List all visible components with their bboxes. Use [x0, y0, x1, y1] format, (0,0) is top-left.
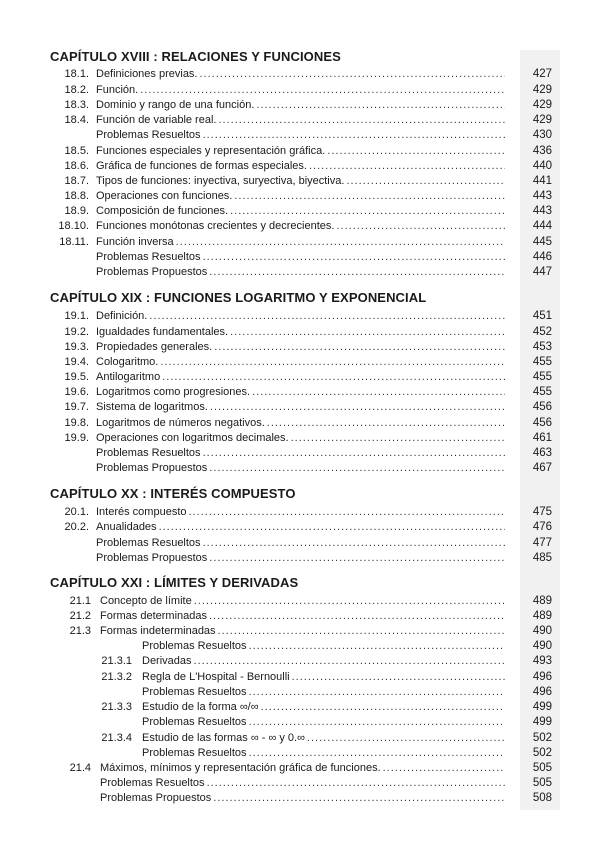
- entry-leader: [96, 536, 505, 550]
- entry-title: Derivadas: [142, 655, 192, 667]
- page-number: 461: [532, 432, 552, 444]
- entry-leader: [96, 416, 505, 430]
- entry-title: Regla de L'Hospital - Bernoulli: [142, 671, 290, 683]
- dot-leader: [213, 791, 505, 805]
- entry-leader: [96, 67, 505, 81]
- chapter-title: CAPÍTULO XX : INTERÉS COMPUESTO: [50, 486, 296, 501]
- dot-leader: [267, 416, 505, 430]
- entry-title: Operaciones con logaritmos decimales.: [96, 432, 289, 444]
- toc-entry[interactable]: [0, 235, 600, 249]
- dot-leader: [252, 385, 505, 399]
- page-number: 455: [532, 386, 552, 398]
- entry-title: Función inversa: [96, 236, 174, 248]
- entry-leader: [96, 98, 505, 112]
- entry-leader: [96, 325, 505, 339]
- dot-leader: [203, 446, 505, 460]
- toc-entry[interactable]: [0, 385, 600, 399]
- dot-leader: [159, 520, 505, 534]
- entry-title: Igualdades fundamentales.: [96, 326, 229, 338]
- entry-title: Máximos, mínimos y representación gráfica de funciones.: [100, 762, 381, 774]
- dot-leader: [234, 189, 505, 203]
- section-number: 18.5.: [64, 145, 89, 157]
- entry-leader: [96, 113, 505, 127]
- toc-entry[interactable]: [0, 219, 600, 233]
- entry-title: Dominio y rango de una función.: [96, 99, 255, 111]
- entry-title: Problemas Propuestos: [96, 462, 208, 474]
- dot-leader: [218, 624, 505, 638]
- section-number: 21.4: [69, 762, 91, 774]
- entry-title: Problemas Resueltos: [96, 447, 201, 459]
- entry-title: Problemas Propuestos: [96, 552, 208, 564]
- entry-title: Propiedades generales.: [96, 341, 213, 353]
- entry-leader: [96, 189, 505, 203]
- page-number: 445: [532, 236, 552, 248]
- toc-entry[interactable]: [0, 446, 600, 460]
- entry-title: Operaciones con funciones.: [96, 190, 233, 202]
- toc-entry[interactable]: [0, 715, 600, 729]
- page-number: 451: [532, 310, 552, 322]
- entry-leader: [100, 624, 505, 638]
- toc-entry[interactable]: [0, 609, 600, 623]
- entry-leader: [96, 385, 505, 399]
- dot-leader: [203, 536, 505, 550]
- dot-leader: [249, 685, 505, 699]
- section-number: 18.4.: [64, 114, 89, 126]
- section-number: 19.6.: [64, 386, 89, 398]
- entry-title: Definición.: [96, 310, 148, 322]
- page-number: 496: [532, 686, 552, 698]
- entry-title: Funciones especiales y representación gráfica.: [96, 145, 326, 157]
- toc-entry[interactable]: [0, 791, 600, 805]
- toc-entry[interactable]: [0, 416, 600, 430]
- page-number: 493: [532, 655, 552, 667]
- toc-entry[interactable]: [0, 144, 600, 158]
- entry-title: Problemas Resueltos: [142, 747, 247, 759]
- entry-leader: [142, 731, 505, 745]
- toc-entry[interactable]: [0, 325, 600, 339]
- dot-leader: [176, 235, 505, 249]
- toc-entry[interactable]: [0, 204, 600, 218]
- page-number: 476: [532, 521, 552, 533]
- entry-title: Interés compuesto: [96, 506, 187, 518]
- section-number: 21.3.3: [101, 701, 132, 713]
- dot-leader: [249, 746, 505, 760]
- section-number: 21.3.4: [101, 732, 132, 744]
- toc-entry[interactable]: [0, 776, 600, 790]
- entry-title: Problemas Propuestos: [96, 266, 208, 278]
- dot-leader: [162, 370, 505, 384]
- section-number: 19.5.: [64, 371, 89, 383]
- entry-leader: [142, 654, 505, 668]
- entry-leader: [96, 159, 505, 173]
- toc-entry[interactable]: [0, 594, 600, 608]
- toc-entry[interactable]: [0, 654, 600, 668]
- toc-entry[interactable]: [0, 700, 600, 714]
- section-number: 19.3.: [64, 341, 89, 353]
- dot-leader: [346, 174, 505, 188]
- dot-leader: [256, 98, 505, 112]
- toc-entry[interactable]: [0, 113, 600, 127]
- page-number: 502: [532, 732, 552, 744]
- dot-leader: [209, 551, 505, 565]
- entry-title: Funciones monótonas crecientes y decrecientes.: [96, 220, 335, 232]
- toc-entry[interactable]: [0, 746, 600, 760]
- page-number: 475: [532, 506, 552, 518]
- entry-leader: [96, 265, 505, 279]
- entry-leader: [96, 174, 505, 188]
- page-number: 429: [532, 114, 552, 126]
- entry-leader: [100, 776, 505, 790]
- page-number: 430: [532, 129, 552, 141]
- entry-leader: [100, 791, 505, 805]
- section-number: 20.1.: [64, 506, 89, 518]
- dot-leader: [327, 144, 505, 158]
- dot-leader: [292, 670, 505, 684]
- entry-leader: [96, 551, 505, 565]
- section-number: 18.8.: [64, 190, 89, 202]
- page-number: 440: [532, 160, 552, 172]
- toc-entry[interactable]: [0, 536, 600, 550]
- entry-title: Estudio de la forma ∞/∞: [142, 701, 259, 713]
- dot-leader: [209, 461, 505, 475]
- page-number: 499: [532, 701, 552, 713]
- section-number: 18.2.: [64, 84, 89, 96]
- dot-leader: [249, 639, 505, 653]
- section-number: 21.3: [69, 625, 91, 637]
- toc-entry[interactable]: [0, 431, 600, 445]
- page-number: 441: [532, 175, 552, 187]
- dot-leader: [209, 609, 505, 623]
- entry-leader: [96, 144, 505, 158]
- entry-leader: [96, 204, 505, 218]
- section-number: 21.3.2: [101, 671, 132, 683]
- dot-leader: [291, 431, 505, 445]
- page-number: 505: [532, 777, 552, 789]
- toc-entry[interactable]: [0, 128, 600, 142]
- entry-leader: [142, 685, 505, 699]
- page-number: 455: [532, 356, 552, 368]
- entry-title: Función de variable real.: [96, 114, 217, 126]
- entry-leader: [96, 505, 505, 519]
- toc-entry[interactable]: [0, 624, 600, 638]
- page-number: 477: [532, 537, 552, 549]
- entry-title: Tipos de funciones: inyectiva, suryectiva, biyectiva.: [96, 175, 345, 187]
- entry-title: Formas indeterminadas: [100, 625, 216, 637]
- entry-leader: [96, 355, 505, 369]
- page-number: 505: [532, 762, 552, 774]
- toc-entry[interactable]: [0, 174, 600, 188]
- entry-title: Logaritmos como progresiones.: [96, 386, 251, 398]
- dot-leader: [194, 594, 505, 608]
- dot-leader: [203, 128, 505, 142]
- toc-entry[interactable]: [0, 370, 600, 384]
- dot-leader: [307, 731, 505, 745]
- entry-title: Problemas Resueltos: [142, 640, 247, 652]
- toc-entry[interactable]: [0, 461, 600, 475]
- toc-entry[interactable]: [0, 551, 600, 565]
- section-number: 19.1.: [64, 310, 89, 322]
- toc-entry[interactable]: [0, 309, 600, 323]
- section-number: 20.2.: [64, 521, 89, 533]
- dot-leader: [189, 505, 506, 519]
- chapter-title: CAPÍTULO XIX : FUNCIONES LOGARITMO Y EXPONENCIAL: [50, 290, 427, 305]
- page-number: 443: [532, 190, 552, 202]
- toc-entry[interactable]: [0, 685, 600, 699]
- section-number: 18.10.: [58, 220, 89, 232]
- page-number: 446: [532, 251, 552, 263]
- page-number: 502: [532, 747, 552, 759]
- entry-title: Gráfica de funciones de formas especiales.: [96, 160, 307, 172]
- entry-leader: [142, 715, 505, 729]
- section-number: 19.4.: [64, 356, 89, 368]
- entry-title: Logaritmos de números negativos.: [96, 417, 265, 429]
- toc-entry[interactable]: [0, 265, 600, 279]
- entry-leader: [100, 609, 505, 623]
- page-number: 453: [532, 341, 552, 353]
- entry-title: Anualidades: [96, 521, 157, 533]
- dot-leader: [230, 204, 505, 218]
- dot-leader: [261, 700, 505, 714]
- section-number: 19.8.: [64, 417, 89, 429]
- chapter-title: CAPÍTULO XXI : LÍMITES Y DERIVADAS: [50, 575, 299, 590]
- dot-leader: [160, 355, 505, 369]
- dot-leader: [214, 340, 505, 354]
- dot-leader: [383, 761, 505, 775]
- page-number: 443: [532, 205, 552, 217]
- entry-title: Problemas Resueltos: [100, 777, 205, 789]
- entry-title: Problemas Resueltos: [96, 129, 201, 141]
- toc-entry[interactable]: [0, 340, 600, 354]
- dot-leader: [218, 113, 505, 127]
- entry-leader: [96, 520, 505, 534]
- dot-leader: [200, 67, 506, 81]
- page-number: 456: [532, 401, 552, 413]
- dot-leader: [249, 715, 505, 729]
- entry-leader: [142, 700, 505, 714]
- page-number: 436: [532, 145, 552, 157]
- section-number: 18.9.: [64, 205, 89, 217]
- toc-entry[interactable]: [0, 355, 600, 369]
- toc-entry[interactable]: [0, 761, 600, 775]
- toc-entry[interactable]: [0, 98, 600, 112]
- entry-leader: [142, 639, 505, 653]
- section-number: 19.2.: [64, 326, 89, 338]
- entry-leader: [96, 340, 505, 354]
- section-number: 19.7.: [64, 401, 89, 413]
- entry-title: Función.: [96, 84, 139, 96]
- entry-leader: [100, 594, 505, 608]
- page-number: 444: [532, 220, 552, 232]
- page-number: 456: [532, 417, 552, 429]
- chapter-title: CAPÍTULO XVIII : RELACIONES Y FUNCIONES: [50, 49, 341, 64]
- entry-leader: [100, 761, 505, 775]
- dot-leader: [230, 325, 505, 339]
- entry-leader: [96, 235, 505, 249]
- entry-title: Problemas Resueltos: [96, 251, 201, 263]
- entry-title: Problemas Resueltos: [142, 716, 247, 728]
- page-number: 508: [532, 792, 552, 804]
- entry-title: Problemas Resueltos: [142, 686, 247, 698]
- toc-entry[interactable]: [0, 505, 600, 519]
- dot-leader: [194, 654, 505, 668]
- dot-leader: [140, 83, 505, 97]
- entry-title: Problemas Resueltos: [96, 537, 201, 549]
- dot-leader: [210, 400, 505, 414]
- entry-title: Antilogaritmo: [96, 371, 161, 383]
- dot-leader: [209, 265, 505, 279]
- entry-title: Formas determinadas: [100, 610, 207, 622]
- page-number: 490: [532, 640, 552, 652]
- page-number: 489: [532, 595, 552, 607]
- page-number: 427: [532, 68, 552, 80]
- entry-leader: [96, 400, 505, 414]
- page-number: 455: [532, 371, 552, 383]
- section-number: 18.6.: [64, 160, 89, 172]
- page-number: 463: [532, 447, 552, 459]
- entry-title: Estudio de las formas ∞ - ∞ y 0.∞: [142, 732, 305, 744]
- page-number: 496: [532, 671, 552, 683]
- entry-leader: [96, 128, 505, 142]
- entry-leader: [96, 309, 505, 323]
- toc-entry[interactable]: [0, 189, 600, 203]
- entry-leader: [142, 670, 505, 684]
- section-number: 18.3.: [64, 99, 89, 111]
- toc-entry[interactable]: [0, 520, 600, 534]
- toc-entry[interactable]: [0, 731, 600, 745]
- section-number: 21.3.1: [101, 655, 132, 667]
- dot-leader: [149, 309, 505, 323]
- entry-leader: [96, 461, 505, 475]
- entry-title: Sistema de logaritmos.: [96, 401, 208, 413]
- dot-leader: [309, 159, 505, 173]
- entry-leader: [96, 370, 505, 384]
- page-number: 490: [532, 625, 552, 637]
- entry-leader: [142, 746, 505, 760]
- section-number: 18.11.: [59, 236, 89, 248]
- dot-leader: [203, 250, 505, 264]
- page-number: 489: [532, 610, 552, 622]
- dot-leader: [336, 219, 505, 233]
- toc-entry[interactable]: [0, 639, 600, 653]
- section-number: 18.7.: [64, 175, 89, 187]
- page-number: 452: [532, 326, 552, 338]
- entry-title: Problemas Propuestos: [100, 792, 212, 804]
- page-number: 447: [532, 266, 552, 278]
- section-number: 19.9.: [64, 432, 89, 444]
- page-number: 429: [532, 84, 552, 96]
- entry-title: Composición de funciones.: [96, 205, 229, 217]
- section-number: 21.2: [69, 610, 91, 622]
- toc-entry[interactable]: [0, 67, 600, 81]
- toc-entry[interactable]: [0, 250, 600, 264]
- dot-leader: [207, 776, 505, 790]
- page-number: 467: [532, 462, 552, 474]
- entry-leader: [96, 446, 505, 460]
- toc-entry[interactable]: [0, 670, 600, 684]
- page-number: 499: [532, 716, 552, 728]
- section-number: 21.1: [69, 595, 91, 607]
- entry-title: Cologaritmo.: [96, 356, 159, 368]
- entry-leader: [96, 431, 505, 445]
- entry-title: Definiciones previas.: [96, 68, 198, 80]
- section-number: 18.1.: [64, 68, 89, 80]
- toc-entry[interactable]: [0, 159, 600, 173]
- toc-entry[interactable]: [0, 400, 600, 414]
- entry-leader: [96, 219, 505, 233]
- toc-entry[interactable]: [0, 83, 600, 97]
- entry-leader: [96, 83, 505, 97]
- page-number: 485: [532, 552, 552, 564]
- entry-leader: [96, 250, 505, 264]
- entry-title: Concepto de límite: [100, 595, 192, 607]
- page-number: 429: [532, 99, 552, 111]
